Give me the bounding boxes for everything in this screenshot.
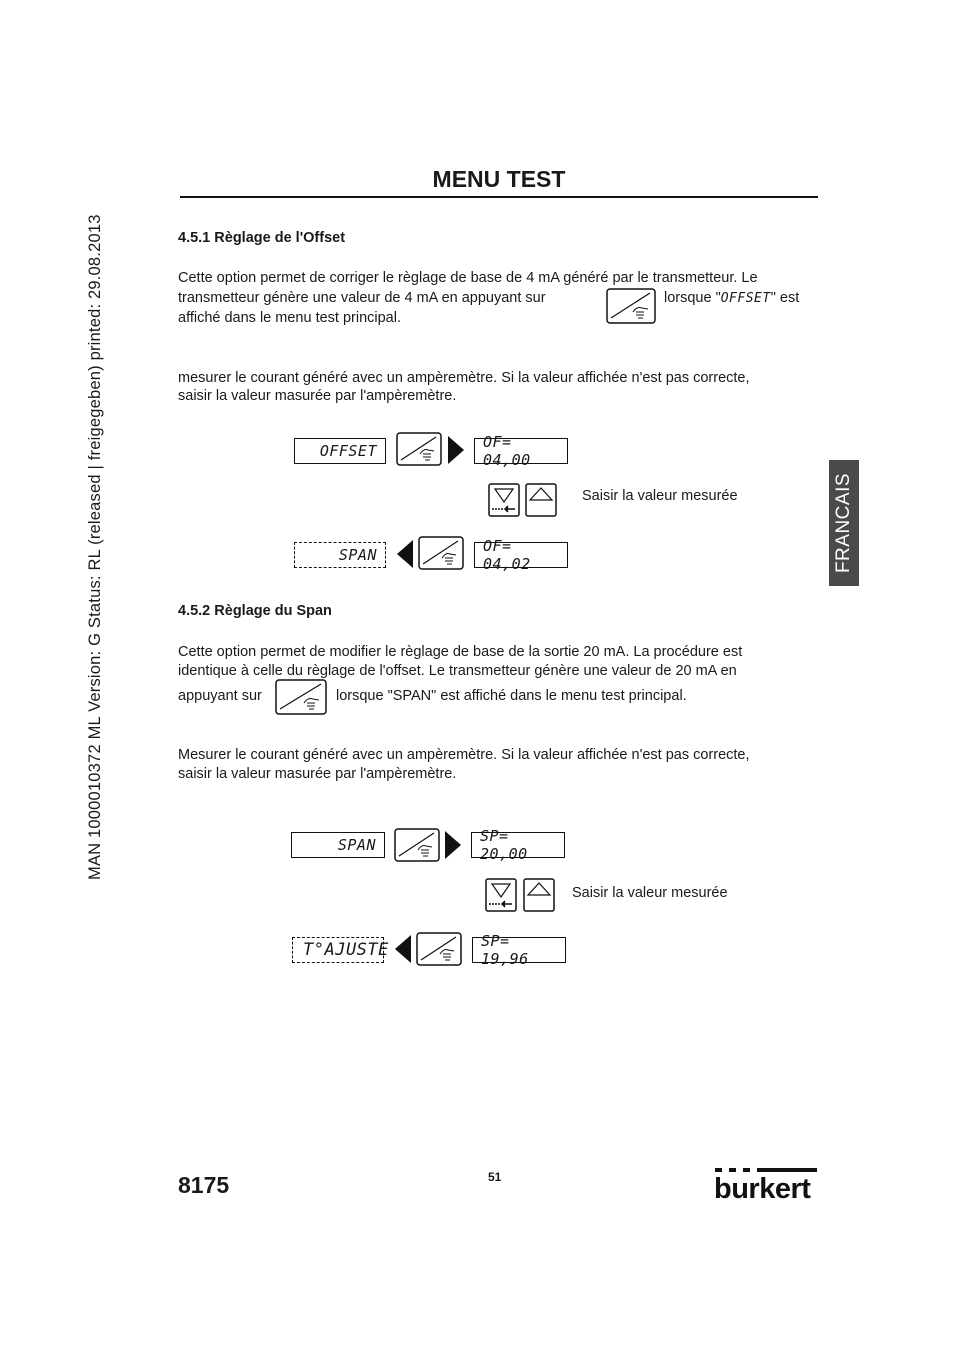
page-title: MENU TEST: [432, 166, 566, 192]
paragraph-fragment: lorsque "SPAN" est affiché dans le menu test principal.: [336, 688, 687, 704]
enter-key-icon: [606, 288, 656, 324]
enter-key-icon: [394, 828, 440, 862]
paragraph-line: identique à celle du règlage de l'offset. Le transmetteur génère une valeur de 20 mA en: [178, 663, 737, 679]
paragraph-fragment: lorsque ": [664, 290, 721, 306]
enter-key-icon: [418, 536, 464, 570]
lcd-display-span: [291, 832, 385, 858]
paragraph-line: saisir la valeur masurée par l'ampèremètre.: [178, 766, 457, 782]
paragraph-line: affiché dans le menu test principal.: [178, 310, 402, 326]
up-arrow-key-icon: [523, 878, 555, 912]
paragraph-line: Mesurer le courant généré avec un ampèremètre. Si la valeur affichée n'est pas correcte,: [178, 747, 750, 763]
burkert-logo: [714, 1164, 820, 1202]
hint-text: Saisir la valeur mesurée: [572, 885, 728, 901]
paragraph-line: Cette option permet de corriger le règlage de base de 4 mA généré par le transmetteur. Le: [178, 270, 758, 286]
inline-code: OFFSET: [720, 291, 771, 306]
paragraph-line: Cette option permet de modifier le règlage de base de la sortie 20 mA. La procédure est: [178, 644, 743, 660]
paragraph-line: mesurer le courant généré avec un ampèremètre. Si la valeur affichée n'est pas correcte,: [178, 370, 750, 386]
svg-text:burkert: burkert: [714, 1173, 811, 1202]
paragraph-line: transmetteur génère une valeur de 4 mA en appuyant sur: [178, 290, 546, 306]
section-heading-span: 4.5.2 Règlage du Span: [178, 603, 332, 619]
paragraph-fragment: appuyant sur: [178, 688, 262, 704]
lcd-text: SPAN: [338, 546, 377, 564]
enter-key-icon: [275, 679, 327, 715]
lcd-display-offset: [294, 438, 386, 464]
shift-left-key-icon: [488, 483, 520, 517]
lcd-display-result: [474, 433, 568, 469]
lcd-text: OF= 04,02: [483, 537, 531, 573]
arrow-left-icon: [397, 540, 413, 568]
lcd-display-tajuste: [292, 937, 389, 963]
arrow-left-icon: [395, 935, 411, 963]
arrow-right-icon: [445, 831, 461, 859]
arrow-right-icon: [448, 436, 464, 464]
page-number: 51: [488, 1170, 502, 1184]
paragraph-line: saisir la valeur masurée par l'ampèremètre.: [178, 388, 457, 404]
hint-text: Saisir la valeur mesurée: [582, 488, 738, 504]
lcd-text: T°AJUSTE: [303, 940, 389, 960]
lcd-text: SP= 20,00: [480, 827, 528, 863]
lcd-text: SP= 19,96: [481, 932, 529, 968]
up-arrow-key-icon: [525, 483, 557, 517]
lcd-text: OFFSET: [319, 442, 377, 460]
lcd-display-entered: [474, 537, 568, 573]
lcd-display-entered: [472, 932, 566, 968]
section-heading-offset: 4.5.1 Règlage de l'Offset: [178, 230, 346, 246]
shift-left-key-icon: [485, 878, 517, 912]
title-rule: [180, 196, 818, 198]
language-tab: [829, 460, 859, 586]
language-tab-label: FRANCAIS: [833, 472, 854, 574]
document-metadata: MAN 1000010372 ML Version: G Status: RL (released | freigegeben) printed: 29.08.2013: [86, 214, 104, 880]
model-number: 8175: [178, 1172, 230, 1198]
paragraph-fragment: " est: [770, 290, 800, 306]
lcd-display-span: [294, 542, 386, 568]
lcd-text: OF= 04,00: [483, 433, 531, 469]
lcd-text: SPAN: [337, 836, 376, 854]
enter-key-icon: [396, 432, 442, 466]
enter-key-icon: [416, 932, 462, 966]
lcd-display-result: [471, 827, 565, 863]
